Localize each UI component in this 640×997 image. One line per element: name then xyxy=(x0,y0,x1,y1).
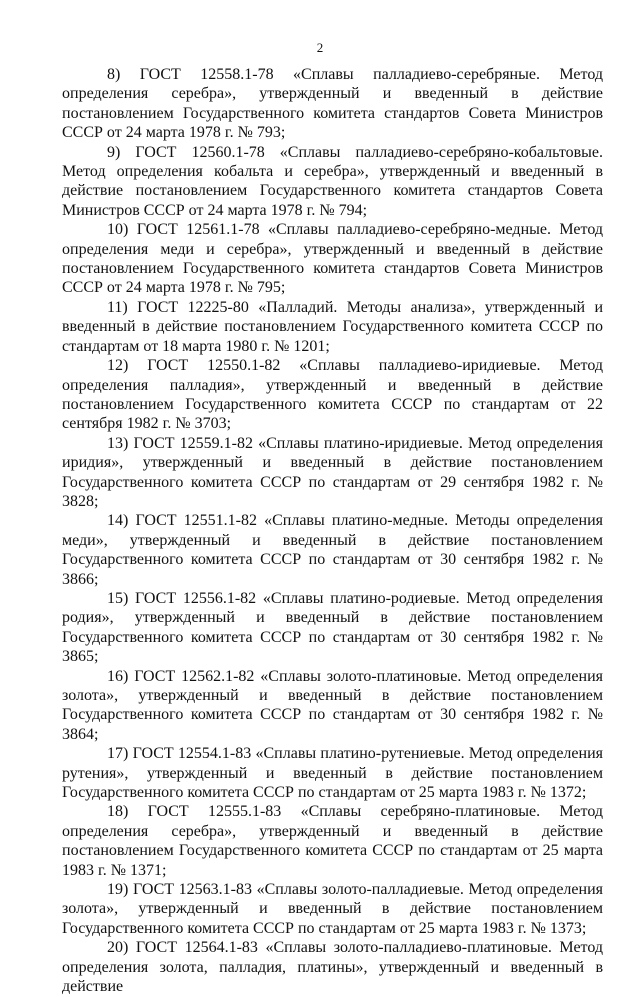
page-number: 2 xyxy=(316,40,324,55)
list-item-10: 10) ГОСТ 12561.1-78 «Сплавы палладиево-серебряно-медные. Метод определения меди и серебра», утвержденный и введенный в действие постановлением Государственного комитета стандартов Совета Министров СССР от 24 марта 1978 г. № 795; xyxy=(62,221,603,297)
list-item-9: 9) ГОСТ 12560.1-78 «Сплавы палладиево-серебряно-кобальтовые. Метод определения кобальта и серебра», утвержденный и введенный в действие постановлением Государственного комитета стандартов Совета Министров СССР от 24 марта 1978 г. № 794; xyxy=(62,143,603,219)
list-item-11: 11) ГОСТ 12225-80 «Палладий. Методы анализа», утвержденный и введенный в действие постановлением Государственного комитета СССР по стандартам от 18 марта 1980 г. № 1201; xyxy=(62,298,603,355)
list-item-14: 14) ГОСТ 12551.1-82 «Сплавы платино-медные. Методы определения меди», утвержденный и введенный в действие постановлением Государственного комитета СССР по стандартам от 30 сентября 1982 г. № 3866; xyxy=(62,512,603,588)
list-item-15: 15) ГОСТ 12556.1-82 «Сплавы платино-родиевые. Метод определения родия», утвержденный и введенный в действие постановлением Государственного комитета СССР по стандартам от 30 сентября 1982 г. № 3865; xyxy=(62,589,603,666)
list-item-16: 16) ГОСТ 12562.1-82 «Сплавы золото-платиновые. Метод определения золота», утвержденный и введенный в действие постановлением Государственного комитета СССР по стандартам от 30 сентября 1982 г. № 3864; xyxy=(62,667,603,743)
list-item-17: 17) ГОСТ 12554.1-83 «Сплавы платино-рутениевые. Метод определения рутения», утвержденный и введенный в действие постановлением Государственного комитета СССР по стандартам от 25 марта 1983 г. № 1372; xyxy=(62,745,603,802)
document-body xyxy=(62,65,603,997)
list-item-19: 19) ГОСТ 12563.1-83 «Сплавы золото-палладиевые. Метод определения золота», утвержденный и введенный в действие постановлением Государственного комитета СССР по стандартам от 25 марта 1983 г. № 1373; xyxy=(62,881,603,937)
list-item-13: 13) ГОСТ 12559.1-82 «Сплавы платино-иридиевые. Метод определения иридия», утвержденный и введенный в действие постановлением Государственного комитета СССР по стандартам от 29 сентября 1982 г. № 3828; xyxy=(62,434,603,510)
list-item-18: 18) ГОСТ 12555.1-83 «Сплавы серебряно-платиновые. Метод определения серебра», утвержденный и введенный в действие постановлением Государственного комитета СССР по стандартам от 25 марта 1983 г. № 1371; xyxy=(62,803,603,879)
list-item-12: 12) ГОСТ 12550.1-82 «Сплавы палладиево-иридиевые. Метод определения палладия», утвержденный и введенный в действие постановлением Государственного комитета СССР по стандартам от 22 сентября 1982 г. № 3703; xyxy=(62,357,603,433)
list-item-20: 20) ГОСТ 12564.1-83 «Сплавы золото-палладиево-платиновые. Метод определения золота, палладия, платины», утвержденный и введенный в действие xyxy=(62,939,603,996)
list-item-8: 8) ГОСТ 12558.1-78 «Сплавы палладиево-серебряные. Метод определения серебра», утвержденный и введенный в действие постановлением Государственного комитета стандартов Совета Министров СССР от 24 марта 1978 г. № 793; xyxy=(62,66,603,142)
